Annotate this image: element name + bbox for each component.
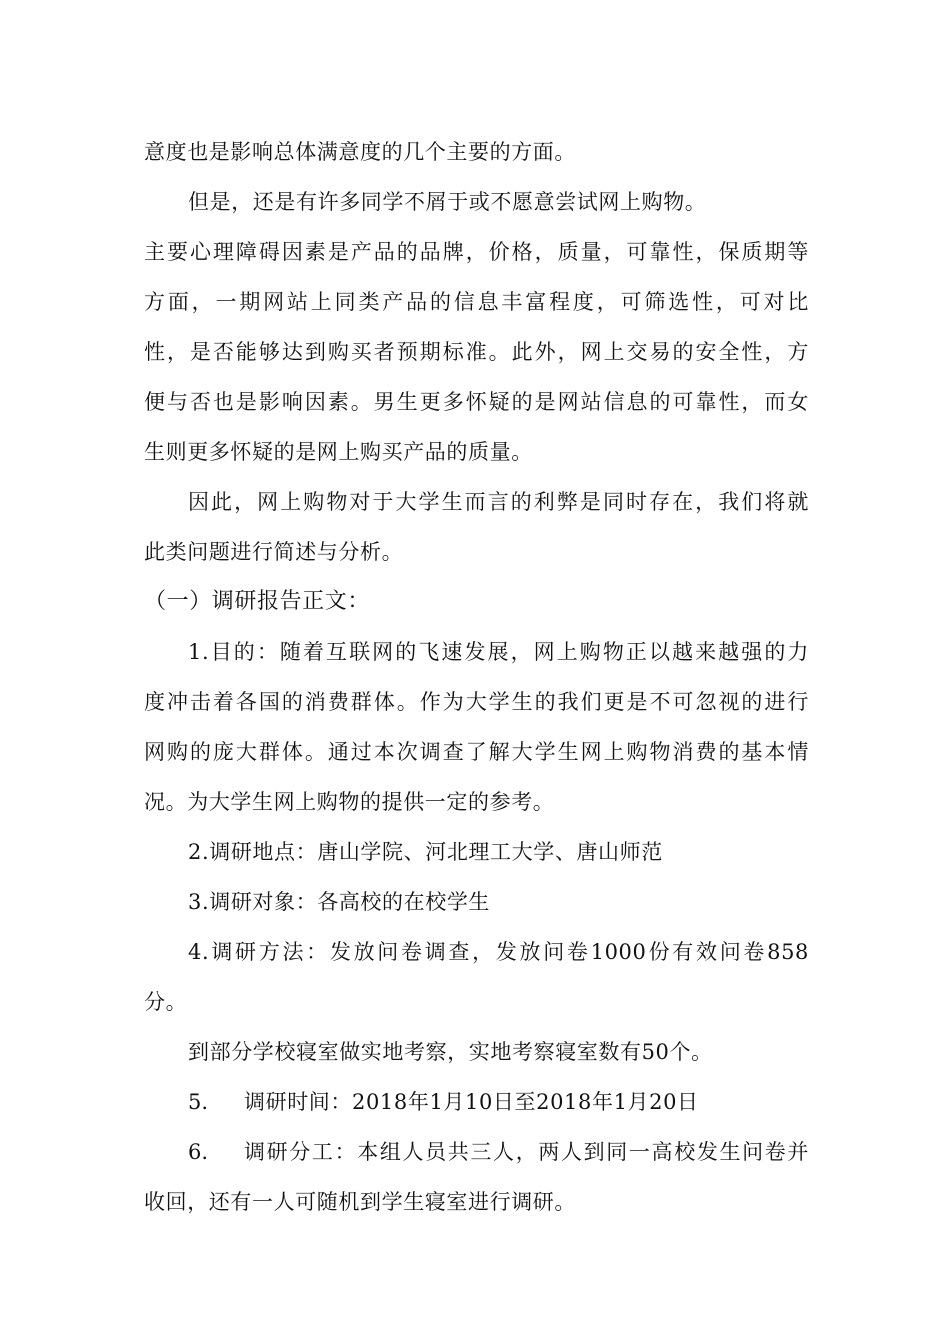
- paragraph-line: 便与否也是影响因素。男生更多怀疑的是网站信息的可靠性，而女: [144, 390, 809, 414]
- paragraph-line: 度冲击着各国的消费群体。作为大学生的我们更是不可忽视的进行: [144, 690, 809, 714]
- paragraph-line: 此类问题进行简述与分析。: [144, 540, 404, 564]
- paragraph-line: 但是，还是有许多同学不屑于或不愿意尝试网上购物。: [188, 190, 707, 214]
- paragraph-line: 意度也是影响总体满意度的几个主要的方面。: [144, 140, 576, 164]
- list-item: 3.调研对象：各高校的在校学生: [188, 890, 491, 914]
- list-number: 5.: [188, 1090, 209, 1114]
- paragraph-line: 主要心理障碍因素是产品的品牌，价格，质量，可靠性，保质期等: [144, 240, 809, 264]
- list-item: 调研分工：本组人员共三人，两人到同一高校发生问卷并: [244, 1140, 809, 1164]
- paragraph-line: 分。: [144, 990, 188, 1014]
- paragraph-line: 生则更多怀疑的是网上购买产品的质量。: [144, 440, 533, 464]
- list-item: 调研时间：2018年1月10日至2018年1月20日: [244, 1090, 699, 1114]
- paragraph-line: 性，是否能够达到购买者预期标准。此外，网上交易的安全性，方: [144, 340, 809, 364]
- paragraph-line: 1.目的：随着互联网的飞速发展，网上购物正以越来越强的力: [188, 640, 809, 664]
- paragraph-line: 因此，网上购物对于大学生而言的利弊是同时存在，我们将就: [188, 490, 809, 514]
- paragraph-line: 方面，一期网站上同类产品的信息丰富程度，可筛选性，可对比: [144, 290, 809, 314]
- paragraph-line: 况。为大学生网上购物的提供一定的参考。: [144, 790, 555, 814]
- list-item: 4.调研方法：发放问卷调查，发放问卷1000份有效问卷858: [188, 940, 809, 964]
- paragraph-line: 网购的庞大群体。通过本次调查了解大学生网上购物消费的基本情: [144, 740, 809, 764]
- list-number: 6.: [188, 1140, 209, 1164]
- paragraph-line: 收回，还有一人可随机到学生寝室进行调研。: [144, 1190, 576, 1214]
- list-item: 2.调研地点：唐山学院、河北理工大学、唐山师范: [188, 840, 663, 864]
- section-heading: （一）调研报告正文：: [144, 589, 371, 614]
- paragraph-line: 到部分学校寝室做实地考察，实地考察寝室数有50个。: [188, 1040, 713, 1064]
